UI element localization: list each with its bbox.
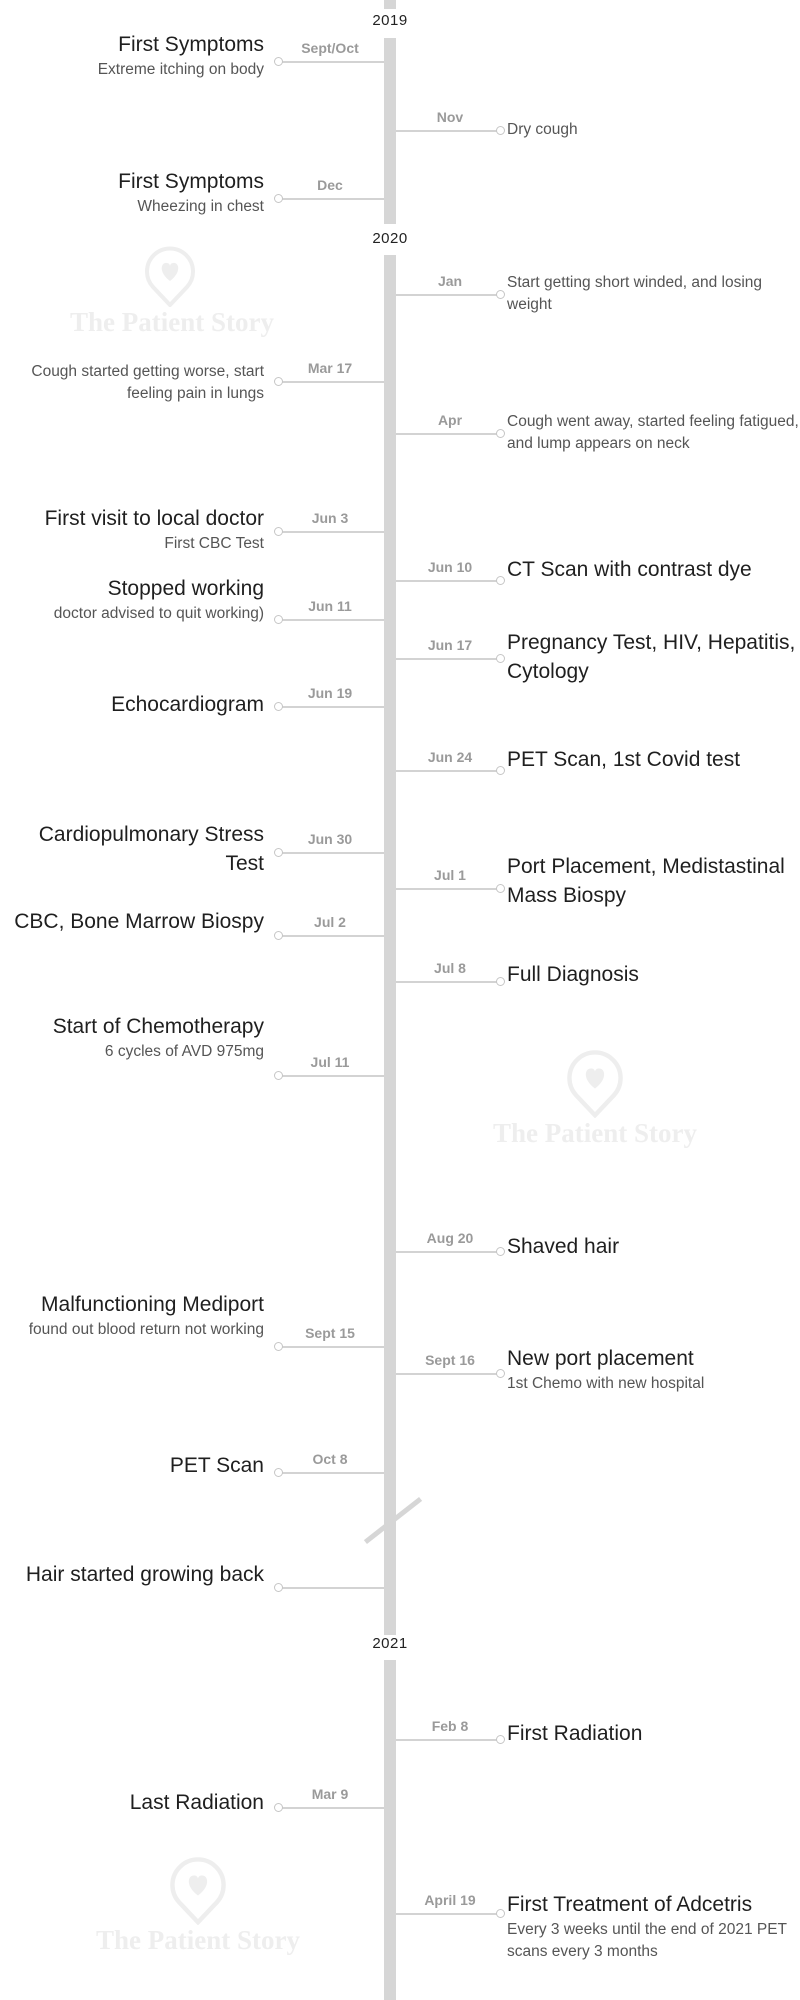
event-connector (396, 130, 497, 132)
event-date: Sept/Oct (301, 40, 359, 56)
event-description (2, 690, 264, 719)
event-title: CT Scan with contrast dye (507, 558, 752, 581)
event-marker-dot (496, 1909, 505, 1918)
event-description (4, 30, 264, 81)
event-date: Sept 16 (425, 1352, 475, 1368)
event-description (507, 1232, 800, 1261)
event-title: First Treatment of Adcetris (507, 1893, 753, 1916)
heart-pin-icon (143, 245, 197, 307)
event-subtitle: doctor advised to quit working) (53, 605, 264, 622)
event-marker-dot (496, 1247, 505, 1256)
event-title: Last Radiation (129, 1791, 264, 1814)
event-marker-dot (274, 1803, 283, 1812)
event-description (507, 1890, 800, 1963)
event-date: Jun 3 (311, 510, 349, 526)
event-description (507, 960, 800, 989)
event-connector (396, 981, 497, 983)
event-marker-dot (274, 1583, 283, 1592)
event-title: Start of Chemotherapy (52, 1015, 264, 1038)
event-marker-dot (496, 766, 505, 775)
event-description (507, 1344, 800, 1395)
event-title: Hair started growing back (25, 1563, 264, 1586)
watermark (70, 245, 274, 338)
event-date: Jun 10 (427, 559, 473, 575)
timeline-axis (384, 0, 396, 9)
event-subtitle: First CBC Test (164, 535, 264, 552)
event-date: Jun 19 (307, 685, 353, 701)
event-title: CBC, Bone Marrow Biospy (14, 910, 264, 933)
event-title: PET Scan (169, 1454, 264, 1477)
event-description (2, 1560, 264, 1589)
timeline-axis (384, 1660, 396, 2000)
event-title: Shaved hair (507, 1235, 620, 1258)
event-marker-dot (274, 57, 283, 66)
event-connector (282, 619, 384, 621)
event-connector (396, 1373, 497, 1375)
event-marker-dot (274, 702, 283, 711)
event-description (507, 411, 800, 455)
event-marker-dot (496, 429, 505, 438)
event-date: April 19 (424, 1892, 476, 1908)
event-connector (282, 935, 384, 937)
event-subtitle: 1st Chemo with new hospital (507, 1375, 705, 1392)
event-date: Jul 11 (310, 1054, 350, 1070)
event-marker-dot (496, 977, 505, 986)
event-description (507, 555, 800, 584)
event-marker-dot (496, 1369, 505, 1378)
event-description (507, 272, 800, 316)
event-description (4, 361, 264, 405)
event-marker-dot (496, 654, 505, 663)
timeline-axis (384, 38, 396, 224)
event-subtitle: Dry cough (507, 121, 578, 138)
year-label-2019: 2019 (350, 12, 430, 29)
event-subtitle: Start getting short winded, and losing weight (507, 274, 763, 313)
event-description (507, 852, 800, 910)
event-description (507, 745, 800, 774)
event-date: Feb 8 (431, 1718, 469, 1734)
event-date: Jul 2 (314, 914, 346, 930)
heart-pin-icon (565, 1048, 625, 1118)
event-date: Dec (317, 177, 343, 193)
event-connector (282, 198, 384, 200)
event-title: First visit to local doctor (44, 507, 264, 530)
event-connector (282, 1807, 384, 1809)
event-title: Full Diagnosis (507, 963, 639, 986)
watermark-text: The Patient Story (493, 1118, 697, 1148)
event-connector (282, 852, 384, 854)
event-date: Jul 1 (434, 867, 466, 883)
year-label-2021: 2021 (350, 1635, 430, 1652)
event-date: Jan (437, 273, 463, 289)
event-description (2, 1290, 264, 1341)
event-connector (282, 1346, 384, 1348)
event-date: Aug 20 (426, 1230, 474, 1246)
event-marker-dot (496, 126, 505, 135)
event-connector (396, 1251, 497, 1253)
event-connector (282, 706, 384, 708)
event-title: First Symptoms (118, 33, 264, 56)
event-marker-dot (496, 576, 505, 585)
event-subtitle: Wheezing in chest (137, 198, 264, 215)
event-date: Jul 8 (434, 960, 466, 976)
event-connector (396, 433, 497, 435)
event-connector (396, 770, 497, 772)
event-title: PET Scan, 1st Covid test (507, 748, 741, 771)
event-title: First Symptoms (118, 170, 264, 193)
event-connector (396, 294, 497, 296)
event-connector (282, 381, 384, 383)
event-date: Nov (436, 109, 464, 125)
event-description (2, 1012, 264, 1063)
heart-pin-icon (168, 1855, 228, 1925)
event-connector (282, 531, 384, 533)
event-subtitle: 6 cycles of AVD 975mg (104, 1043, 264, 1060)
event-marker-dot (274, 848, 283, 857)
event-marker-dot (274, 1342, 283, 1351)
event-description (507, 628, 800, 686)
event-date: Jun 17 (427, 637, 473, 653)
event-subtitle: Every 3 weeks until the end of 2021 PET scans every 3 months (507, 1921, 787, 1960)
event-marker-dot (274, 615, 283, 624)
event-subtitle: Extreme itching on body (97, 61, 264, 78)
event-subtitle: Cough started getting worse, start feeling pain in lungs (31, 363, 264, 402)
event-date: Jun 30 (307, 831, 353, 847)
watermark (475, 1048, 715, 1149)
event-marker-dot (496, 884, 505, 893)
event-title: First Radiation (507, 1722, 643, 1745)
timeline-axis (384, 255, 396, 1642)
event-connector (282, 1075, 384, 1077)
event-date: Apr (437, 412, 463, 428)
event-date: Jun 11 (308, 598, 352, 614)
event-subtitle: Cough went away, started feeling fatigued, and lump appears on neck (507, 413, 799, 452)
event-subtitle: found out blood return not working (28, 1321, 264, 1338)
watermark-text: The Patient Story (70, 307, 274, 337)
event-description (2, 574, 264, 625)
event-title: Stopped working (107, 577, 264, 600)
event-description (4, 167, 264, 218)
event-marker-dot (274, 377, 283, 386)
watermark-text: The Patient Story (96, 1925, 300, 1955)
event-marker-dot (274, 1071, 283, 1080)
event-title: Cardiopulmonary Stress Test (38, 823, 264, 875)
event-connector (396, 1913, 497, 1915)
event-title: Pregnancy Test, HIV, Hepatitis, Cytology (507, 631, 796, 683)
event-date: Jun 24 (427, 749, 473, 765)
event-description (2, 820, 264, 878)
event-connector (282, 1587, 384, 1589)
event-title: Port Placement, Medistastinal Mass Biospy (507, 855, 785, 907)
event-date: Mar 9 (311, 1786, 349, 1802)
event-marker-dot (496, 1735, 505, 1744)
event-date: Mar 17 (307, 360, 353, 376)
event-description (2, 907, 264, 936)
event-marker-dot (496, 290, 505, 299)
event-marker-dot (274, 1468, 283, 1477)
event-marker-dot (274, 194, 283, 203)
event-marker-dot (274, 931, 283, 940)
event-date: Oct 8 (312, 1451, 348, 1467)
event-description (2, 504, 264, 555)
event-title: New port placement (507, 1347, 694, 1370)
event-description (507, 119, 800, 141)
event-connector (396, 888, 497, 890)
watermark (78, 1855, 318, 1956)
event-connector (396, 1739, 497, 1741)
event-description (2, 1451, 264, 1480)
event-connector (396, 580, 497, 582)
event-date: Sept 15 (305, 1325, 355, 1341)
event-title: Malfunctioning Mediport (41, 1293, 264, 1316)
event-marker-dot (274, 527, 283, 536)
event-description (507, 1719, 800, 1748)
year-label-2020: 2020 (350, 230, 430, 247)
event-connector (282, 61, 384, 63)
event-title: Echocardiogram (111, 693, 264, 716)
event-connector (282, 1472, 384, 1474)
event-connector (396, 658, 497, 660)
event-description (2, 1788, 264, 1817)
